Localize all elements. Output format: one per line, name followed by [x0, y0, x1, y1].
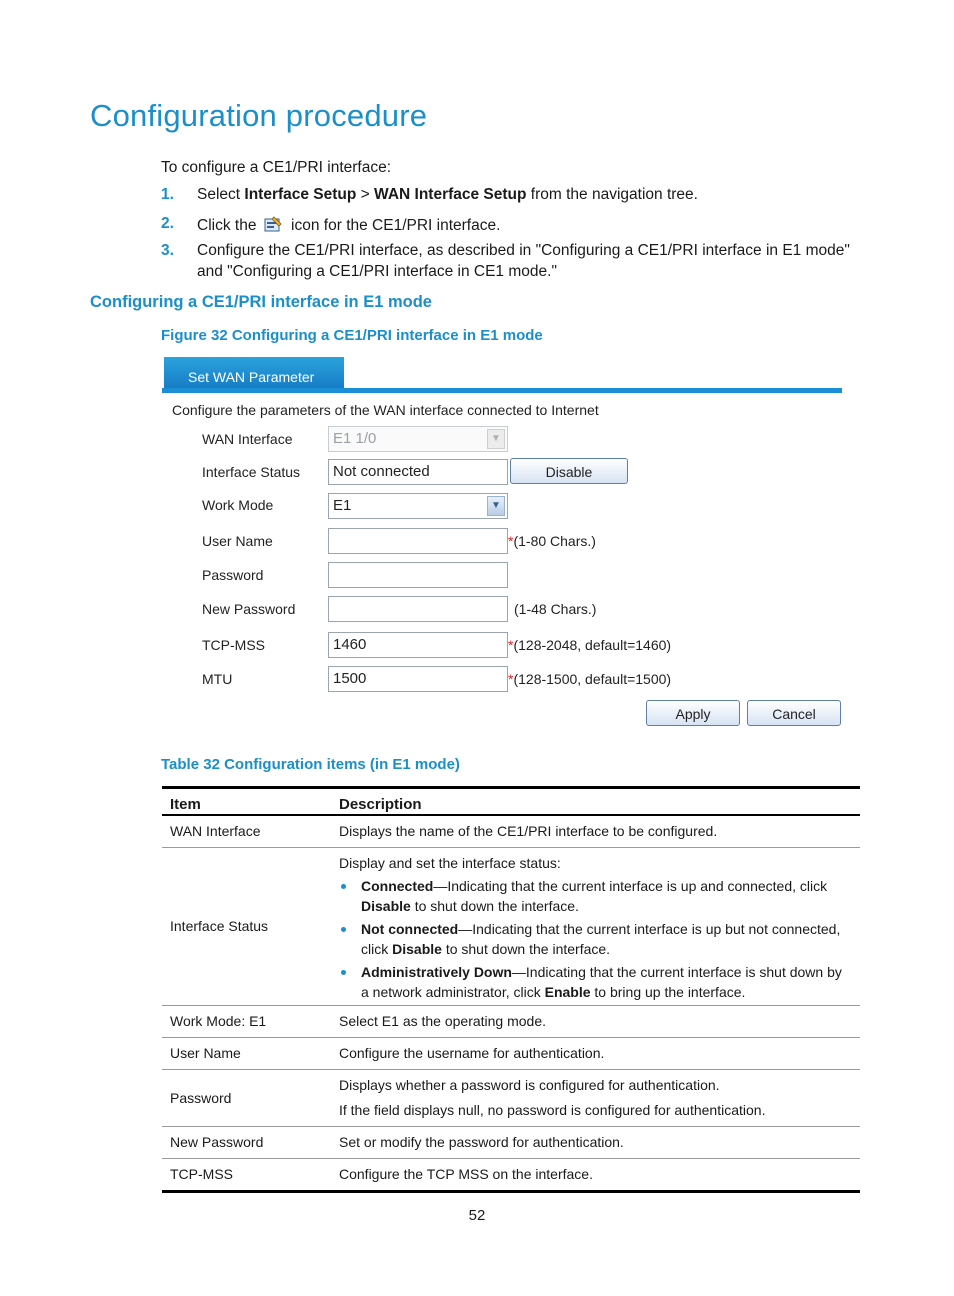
password-input[interactable]	[328, 562, 508, 588]
table-row	[162, 1070, 860, 1127]
row-description: Configure the username for authentication.	[331, 1038, 860, 1070]
row-description: Set or modify the password for authentication.	[331, 1127, 860, 1159]
row-description: Select E1 as the operating mode.	[331, 1006, 860, 1038]
list-item: Not connected—Indicating that the current interface is up but not connected, click Disable to shut down the interface.	[339, 919, 852, 959]
section-heading: Configuring a CE1/PRI interface in E1 mode	[90, 293, 432, 311]
table-header-description: Description	[331, 788, 860, 816]
table-row	[162, 1006, 860, 1038]
table-row	[162, 1038, 860, 1070]
mtu-hint: *(128-1500, default=1500)	[508, 671, 672, 687]
intro-text: To configure a CE1/PRI interface:	[161, 159, 392, 176]
table-header-item: Item	[162, 788, 331, 816]
row-item: Work Mode: E1	[162, 1006, 331, 1038]
edit-config-icon	[263, 215, 283, 238]
list-item: Administratively Down—Indicating that the current interface is shut down by a network administrator, click Enable to bring up the interface.	[339, 962, 852, 1002]
tcp-mss-input[interactable]: 1460	[328, 632, 508, 658]
row-item: Interface Status	[162, 848, 331, 1006]
step-3-line-1: Configure the CE1/PRI interface, as described in "Configuring a CE1/PRI interface in E1 mode"	[197, 242, 850, 259]
table-caption: Table 32 Configuration items (in E1 mode)	[161, 756, 460, 773]
row-description: Configure the TCP MSS on the interface.	[331, 1159, 860, 1192]
page-title: Configuration procedure	[90, 98, 428, 133]
chevron-down-icon[interactable]: ▼	[487, 496, 505, 516]
apply-button[interactable]: Apply	[646, 700, 740, 726]
figure-caption: Figure 32 Configuring a CE1/PRI interface in E1 mode	[161, 327, 543, 344]
tcp-mss-label: TCP-MSS	[202, 637, 265, 653]
step-3-number: 3.	[161, 242, 174, 259]
work-mode-select[interactable]: E1 ▼	[328, 493, 508, 519]
mtu-input[interactable]: 1500	[328, 666, 508, 692]
tab-underline	[162, 388, 842, 393]
row-item: Password	[162, 1070, 331, 1127]
step-2-text: Click the icon for the CE1/PRI interface.	[197, 215, 500, 238]
table-row	[162, 848, 860, 1006]
step-1-text: Select Interface Setup > WAN Interface Setup from the navigation tree.	[197, 186, 698, 203]
new-password-label: New Password	[202, 601, 296, 617]
wan-interface-label: WAN Interface	[202, 431, 293, 447]
table-row	[162, 1127, 860, 1159]
mtu-label: MTU	[202, 671, 233, 687]
new-password-input[interactable]	[328, 596, 508, 622]
chevron-down-icon: ▼	[487, 429, 505, 449]
status-lead: Display and set the interface status:	[339, 855, 561, 871]
step-3-line-2: and "Configuring a CE1/PRI interface in CE1 mode."	[197, 263, 557, 280]
interface-status-field: Not connected	[328, 459, 508, 485]
configuration-items-table	[162, 786, 860, 1193]
user-name-input[interactable]	[328, 528, 508, 554]
step-1-number: 1.	[161, 186, 174, 203]
disable-button[interactable]: Disable	[510, 458, 628, 484]
step-2-number: 2.	[161, 215, 174, 232]
form-intro: Configure the parameters of the WAN interface connected to Internet	[172, 402, 599, 418]
tab-set-wan-parameter[interactable]: Set WAN Parameter	[164, 357, 344, 391]
row-description: Displays the name of the CE1/PRI interface to be configured.	[331, 815, 860, 848]
page-number: 52	[468, 1207, 486, 1224]
row-item: WAN Interface	[162, 815, 331, 848]
interface-status-label: Interface Status	[202, 464, 301, 480]
work-mode-label: Work Mode	[202, 497, 274, 513]
list-item: Connected—Indicating that the current interface is up and connected, click Disable to shut down the interface.	[339, 876, 852, 916]
user-name-label: User Name	[202, 533, 273, 549]
row-item: TCP-MSS	[162, 1159, 331, 1192]
row-item: New Password	[162, 1127, 331, 1159]
user-name-hint: *(1-80 Chars.)	[508, 533, 596, 549]
table-row	[162, 1159, 860, 1192]
tcp-mss-hint: *(128-2048, default=1460)	[508, 637, 672, 653]
wan-parameter-screenshot	[162, 354, 842, 734]
new-password-hint: (1-48 Chars.)	[514, 601, 597, 617]
wan-interface-select: E1 1/0 ▼	[328, 426, 508, 452]
password-label: Password	[202, 567, 264, 583]
cancel-button[interactable]: Cancel	[747, 700, 841, 726]
row-item: User Name	[162, 1038, 331, 1070]
table-row	[162, 815, 860, 848]
row-description: Displays whether a password is configured for authentication. If the field displays null, no password is configured for authentication.	[331, 1070, 860, 1127]
row-description	[331, 848, 860, 1006]
